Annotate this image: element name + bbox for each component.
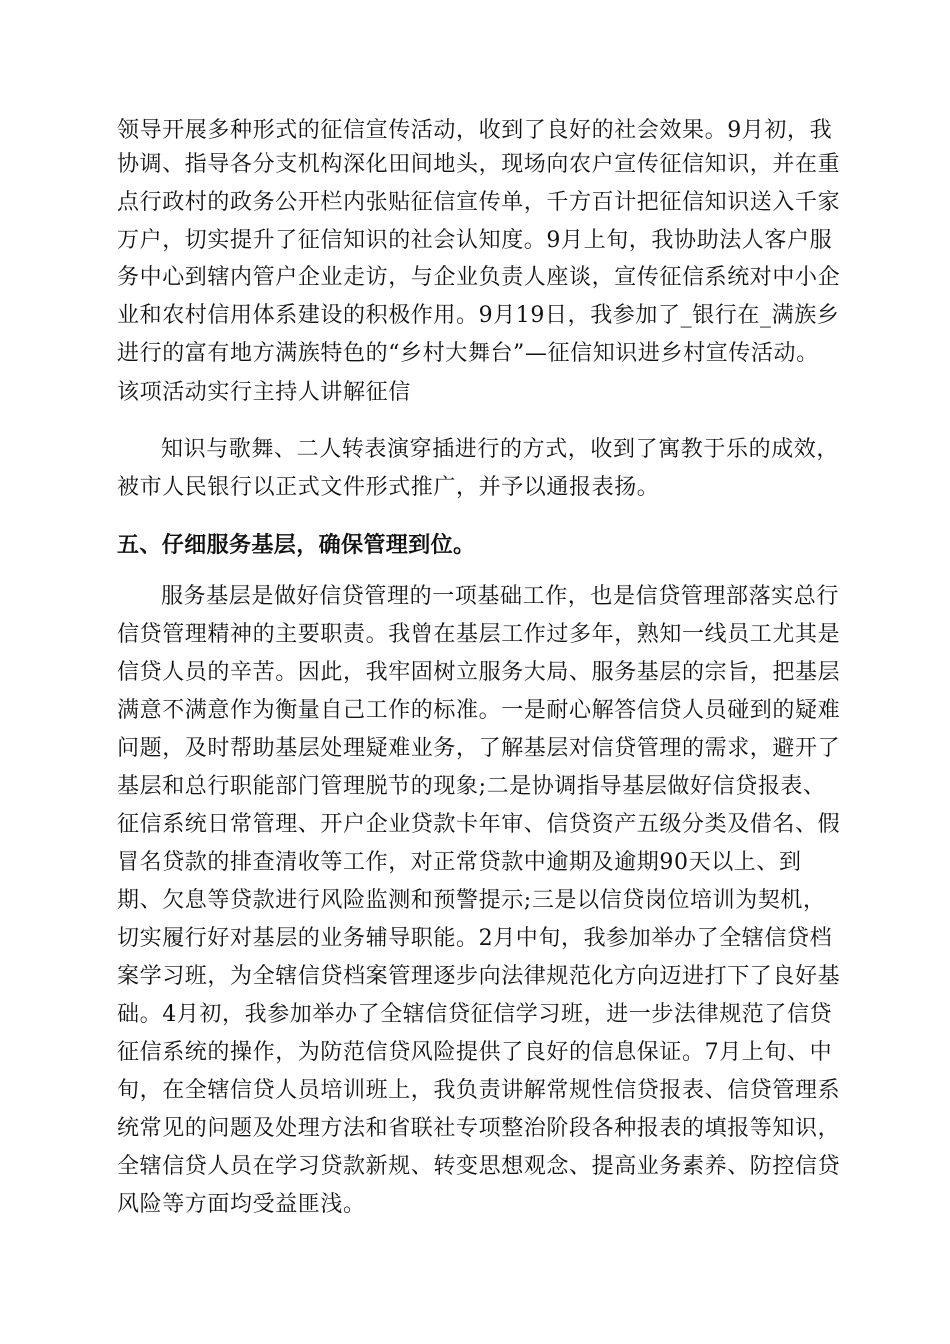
text-line: 切实履行好对基层的业务辅导职能。2月中旬，我参加举办了全辖信贷档 bbox=[117, 926, 833, 951]
text-line: 期、欠息等贷款进行风险监测和预警提示;三是以信贷岗位培训为契机， bbox=[117, 888, 826, 913]
text-line: 该项活动实行主持人讲解征信 bbox=[117, 380, 411, 405]
text-line: 知识与歌舞、二人转表演穿插进行的方式，收到了寓教于乐的成效， bbox=[161, 437, 840, 462]
text-line: 问题，及时帮助基层处理疑难业务，了解基层对信贷管理的需求，避开了 bbox=[117, 736, 841, 761]
text-line: 征信系统的操作，为防范信贷风险提供了良好的信息保证。7月上旬、中 bbox=[117, 1040, 833, 1065]
text-line: 础。4月初，我参加举办了全辖信贷征信学习班，进一步法律规范了信贷 bbox=[117, 1002, 833, 1027]
section-heading: 五、仔细服务基层，确保管理到位。 bbox=[117, 533, 476, 558]
text-line: 万户，切实提升了征信知识的社会认知度。9月上旬，我协助法人客户服 bbox=[117, 228, 833, 253]
text-line: 满意不满意作为衡量自己工作的标准。一是耐心解答信贷人员碰到的疑难 bbox=[117, 698, 841, 723]
text-line: 冒名贷款的排查清收等工作，对正常贷款中逾期及逾期90天以上、到 bbox=[117, 850, 802, 875]
text-line: 统常见的问题及处理方法和省联社专项整治阶段各种报表的填报等知识， bbox=[117, 1116, 841, 1141]
text-line: 进行的富有地方满族特色的“乡村大舞台”—征信知识进乡村宣传活动。 bbox=[117, 341, 819, 366]
text-line: 服务基层是做好信贷管理的一项基础工作，也是信贷管理部落实总行 bbox=[161, 584, 840, 609]
text-line: 征信系统日常管理、开户企业贷款卡年审、信贷资产五级分类及借名、假 bbox=[117, 812, 841, 837]
text-line: 风险等方面均受益匪浅。 bbox=[117, 1192, 366, 1217]
text-line: 基层和总行职能部门管理脱节的现象;二是协调指导基层做好信贷报表、 bbox=[117, 774, 826, 799]
text-line: 务中心到辖内管户企业走访，与企业负责人座谈，宣传征信系统对中小企 bbox=[117, 265, 841, 290]
text-line: 领导开展多种形式的征信宣传活动，收到了良好的社会效果。9月初，我 bbox=[117, 118, 833, 143]
text-line: 信贷管理精神的主要职责。我曾在基层工作过多年，熟知一线员工尤其是 bbox=[117, 622, 841, 647]
text-line: 业和农村信用体系建设的积极作用。9月19日，我参加了_银行在_满族乡 bbox=[117, 303, 840, 328]
text-line: 协调、指导各分支机构深化田间地头，现场向农户宣传征信知识，并在重 bbox=[117, 152, 841, 177]
text-line: 旬，在全辖信贷人员培训班上，我负责讲解常规性信贷报表、信贷管理系 bbox=[117, 1078, 841, 1103]
text-line: 被市人民银行以正式文件形式推广，并予以通报表扬。 bbox=[117, 475, 660, 500]
text-line: 全辖信贷人员在学习贷款新规、转变思想观念、提高业务素养、防控信贷 bbox=[117, 1154, 841, 1179]
text-line: 案学习班，为全辖信贷档案管理逐步向法律规范化方向迈进打下了良好基 bbox=[117, 964, 841, 989]
text-line: 信贷人员的辛苦。因此，我牢固树立服务大局、服务基层的宗旨，把基层 bbox=[117, 660, 841, 685]
text-line: 点行政村的政务公开栏内张贴征信宣传单，千方百计把征信知识送入千家 bbox=[117, 190, 841, 215]
